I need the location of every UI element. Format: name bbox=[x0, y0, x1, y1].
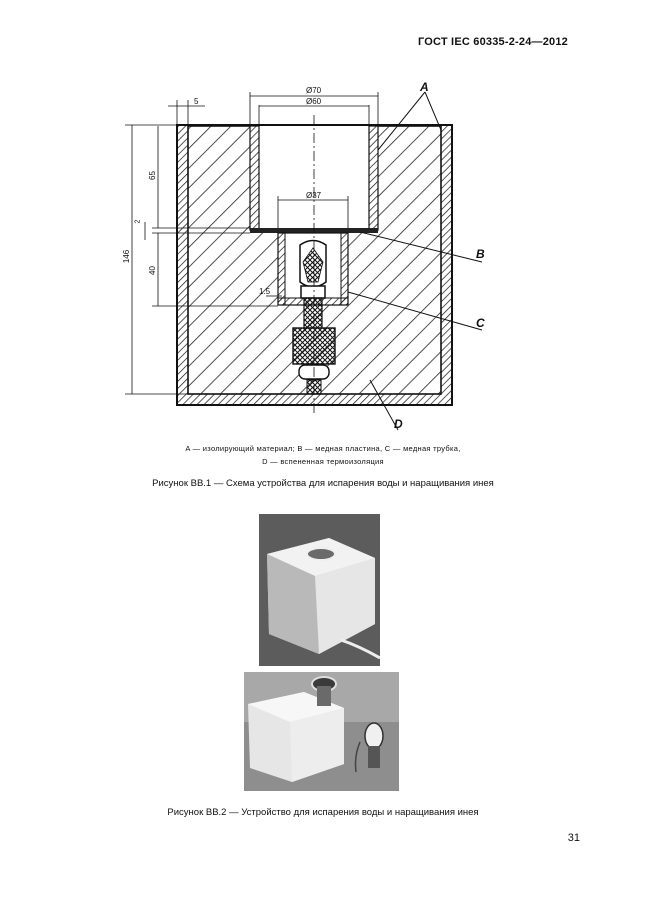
callout-a: A bbox=[420, 80, 429, 94]
page-number: 31 bbox=[567, 832, 580, 844]
standard-id: ГОСТ IEC 60335-2-24—2012 bbox=[417, 36, 568, 48]
dim-dia60: Ø60 bbox=[306, 97, 322, 106]
dim-gap: 1.5 bbox=[259, 287, 271, 296]
dim-height-top: 65 bbox=[147, 171, 157, 180]
dimension-wall bbox=[168, 100, 205, 126]
figure1-legend bbox=[100, 442, 546, 468]
photo-block-with-lamp bbox=[244, 672, 399, 791]
heater-lamp bbox=[300, 241, 326, 329]
photo-insulated-block bbox=[259, 514, 380, 666]
dim-wall: 5 bbox=[194, 97, 199, 106]
callout-c: C bbox=[476, 316, 485, 330]
dim-dia37: Ø37 bbox=[306, 191, 322, 200]
dim-plate: 2 bbox=[134, 219, 142, 224]
legend-line-2: D — вспененная термоизоляция bbox=[262, 457, 384, 466]
figure1-caption: Рисунок BB.1 — Схема устройства для испарения воды и наращивания инея bbox=[152, 478, 494, 489]
figure2-caption: Рисунок BB.2 — Устройство для испарения воды и наращивания инея bbox=[167, 807, 479, 818]
dim-dia70: Ø70 bbox=[306, 86, 322, 95]
dim-height-total: 146 bbox=[122, 249, 132, 264]
callout-b: B bbox=[476, 247, 485, 261]
legend-line-1: A — изолирующий материал; B — медная пластина, C — медная трубка, bbox=[185, 444, 461, 453]
callout-d: D bbox=[394, 417, 403, 431]
dim-height-mid: 40 bbox=[147, 266, 157, 275]
